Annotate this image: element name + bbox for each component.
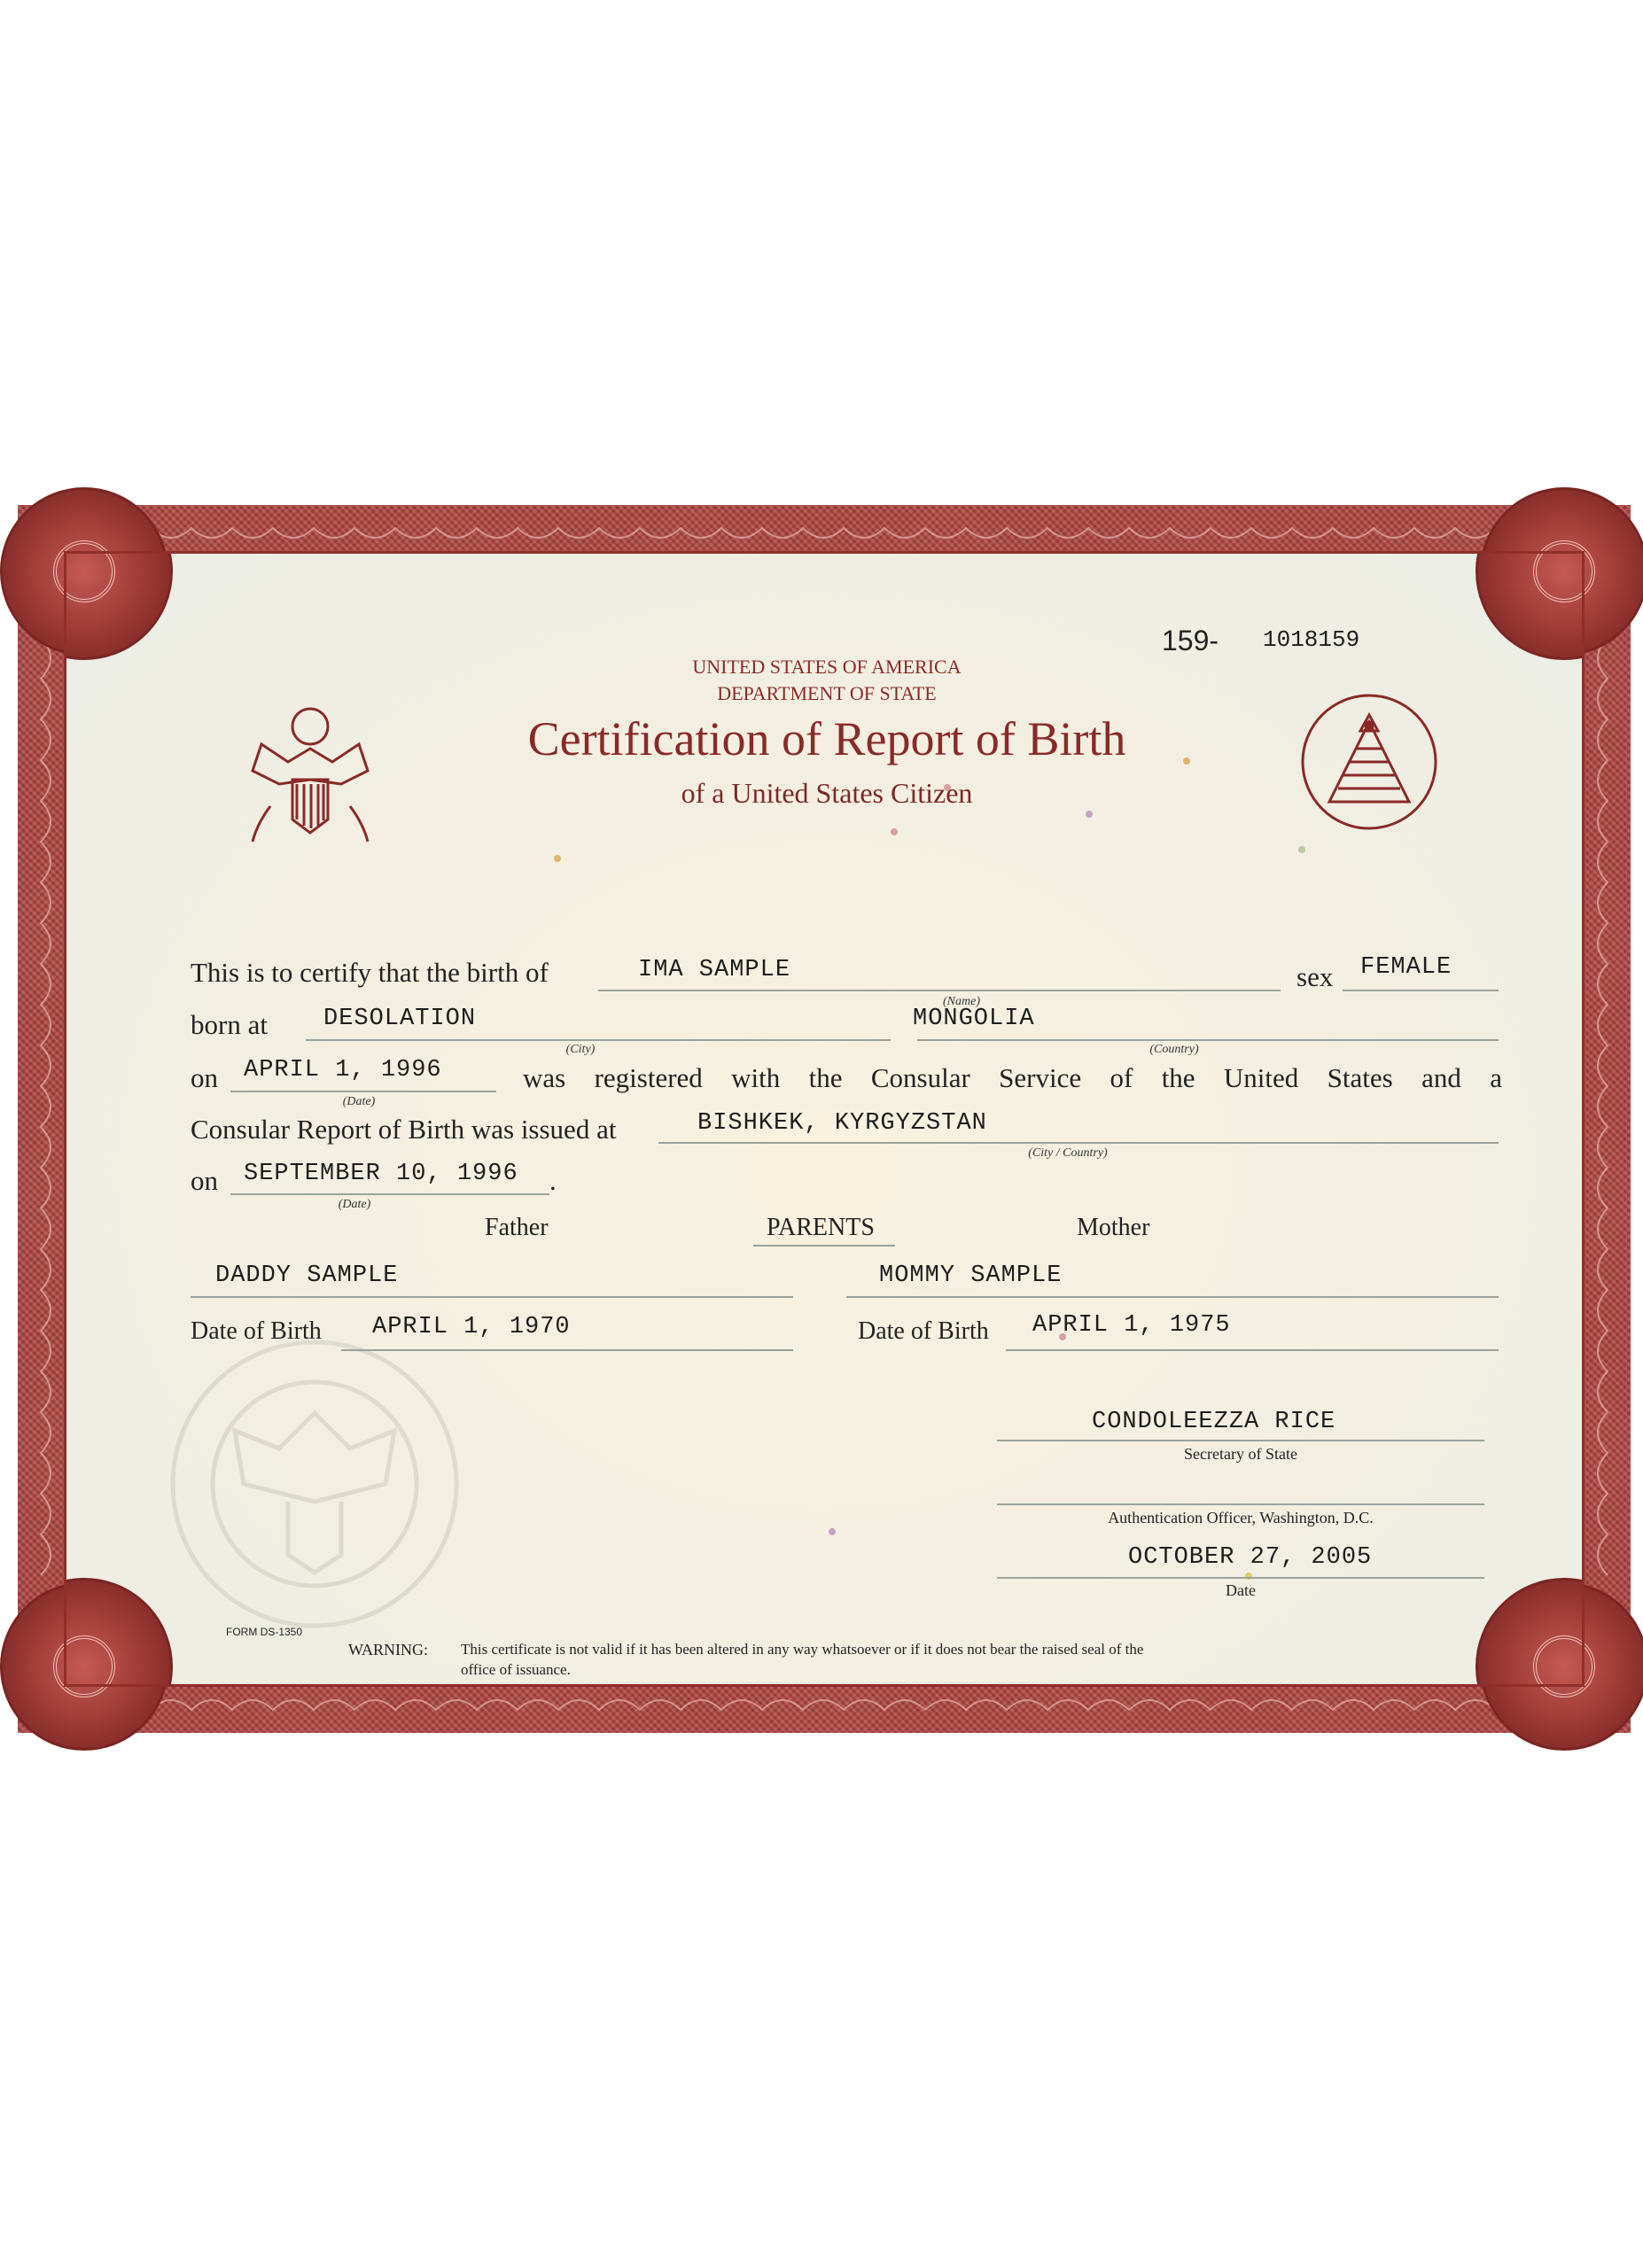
period: .	[549, 1165, 557, 1196]
inner-corner-bottom-left	[64, 1578, 173, 1687]
certificate-paper	[64, 551, 1585, 1687]
serial-prefix: 159-	[1162, 625, 1219, 656]
mother-dob: APRIL 1, 1975	[1032, 1312, 1231, 1339]
pyramid-seal-icon	[1294, 687, 1444, 837]
on-label: on	[191, 1062, 218, 1093]
header-department: DEPARTMENT OF STATE	[717, 682, 937, 704]
warning-line2: office of issuance.	[461, 1661, 571, 1678]
city-caption: (City)	[565, 1043, 596, 1056]
signature-date: OCTOBER 27, 2005	[1128, 1544, 1373, 1571]
secretary-title: Secretary of State	[1184, 1445, 1297, 1463]
issued-date-caption: (Date)	[338, 1198, 371, 1211]
born-at-label: born at	[191, 1009, 268, 1040]
inner-corner-top-left	[64, 551, 173, 660]
certify-text: This is to certify that the birth of	[191, 957, 549, 988]
header-country: UNITED STATES OF AMERICA	[692, 656, 962, 678]
father-dob: APRIL 1, 1970	[372, 1314, 571, 1340]
sex-line	[1343, 990, 1499, 991]
auth-officer-title: Authentication Officer, Washington, D.C.	[1108, 1509, 1374, 1526]
father-name-line	[191, 1296, 793, 1298]
mother-dob-label: Date of Birth	[858, 1317, 989, 1345]
issued-place-line	[658, 1142, 1499, 1144]
country-value: MONGOLIA	[913, 1006, 1035, 1032]
sex-label: sex	[1296, 961, 1334, 992]
warning-line1: This certificate is not valid if it has been altered in any way whatsoever or if it does not bear the raised seal of the	[461, 1641, 1144, 1658]
parents-underline	[753, 1245, 895, 1247]
on-label-2: on	[191, 1165, 218, 1196]
mother-dob-line	[1006, 1349, 1499, 1351]
date-line	[230, 1091, 496, 1092]
serial-number: 1018159	[1263, 626, 1360, 653]
page-title: Certification of Report of Birth	[527, 712, 1126, 765]
date-caption: (Date)	[342, 1095, 376, 1108]
secretary-line	[997, 1440, 1484, 1441]
inner-corner-bottom-right	[1476, 1578, 1585, 1687]
city-line	[306, 1039, 891, 1041]
country-caption: (Country)	[1149, 1043, 1199, 1056]
issued-date-value: SEPTEMBER 10, 1996	[244, 1161, 518, 1187]
warning-label: WARNING:	[348, 1641, 428, 1658]
mother-label: Mother	[1077, 1214, 1150, 1241]
date-label: Date	[1226, 1581, 1256, 1599]
city-value: DESOLATION	[323, 1006, 477, 1032]
date-sign-line	[997, 1577, 1484, 1579]
father-dob-label: Date of Birth	[191, 1317, 322, 1345]
issued-text: Consular Report of Birth was issued at	[191, 1114, 617, 1145]
mother-name-line	[846, 1296, 1499, 1298]
father-dob-line	[341, 1349, 793, 1351]
country-line	[917, 1039, 1499, 1041]
form-id: FORM DS-1350	[226, 1626, 303, 1638]
secretary-name: CONDOLEEZZA RICE	[1092, 1409, 1336, 1435]
date-value: APRIL 1, 1996	[244, 1057, 442, 1084]
inner-corner-top-right	[1476, 551, 1585, 660]
sex-value: FEMALE	[1360, 954, 1452, 981]
registered-text: was registered with the Consular Service of the United States and a	[523, 1062, 1502, 1093]
auth-officer-line	[997, 1503, 1484, 1505]
embossed-seal-icon	[164, 1333, 465, 1635]
parents-label: PARENTS	[767, 1214, 875, 1241]
great-seal-eagle-icon	[235, 700, 385, 850]
mother-name: MOMMY SAMPLE	[879, 1262, 1063, 1289]
father-label: Father	[485, 1214, 549, 1241]
name-line	[598, 990, 1281, 991]
issued-place-value: BISHKEK, KYRGYZSTAN	[697, 1110, 987, 1137]
issued-place-caption: (City / Country)	[1028, 1146, 1108, 1160]
page-subtitle: of a United States Citizen	[681, 777, 973, 809]
father-name: DADDY SAMPLE	[215, 1262, 399, 1289]
name-value: IMA SAMPLE	[638, 957, 791, 983]
name-caption: (Name)	[943, 995, 980, 1008]
certificate-border	[18, 505, 1631, 1733]
issued-date-line	[230, 1193, 549, 1195]
